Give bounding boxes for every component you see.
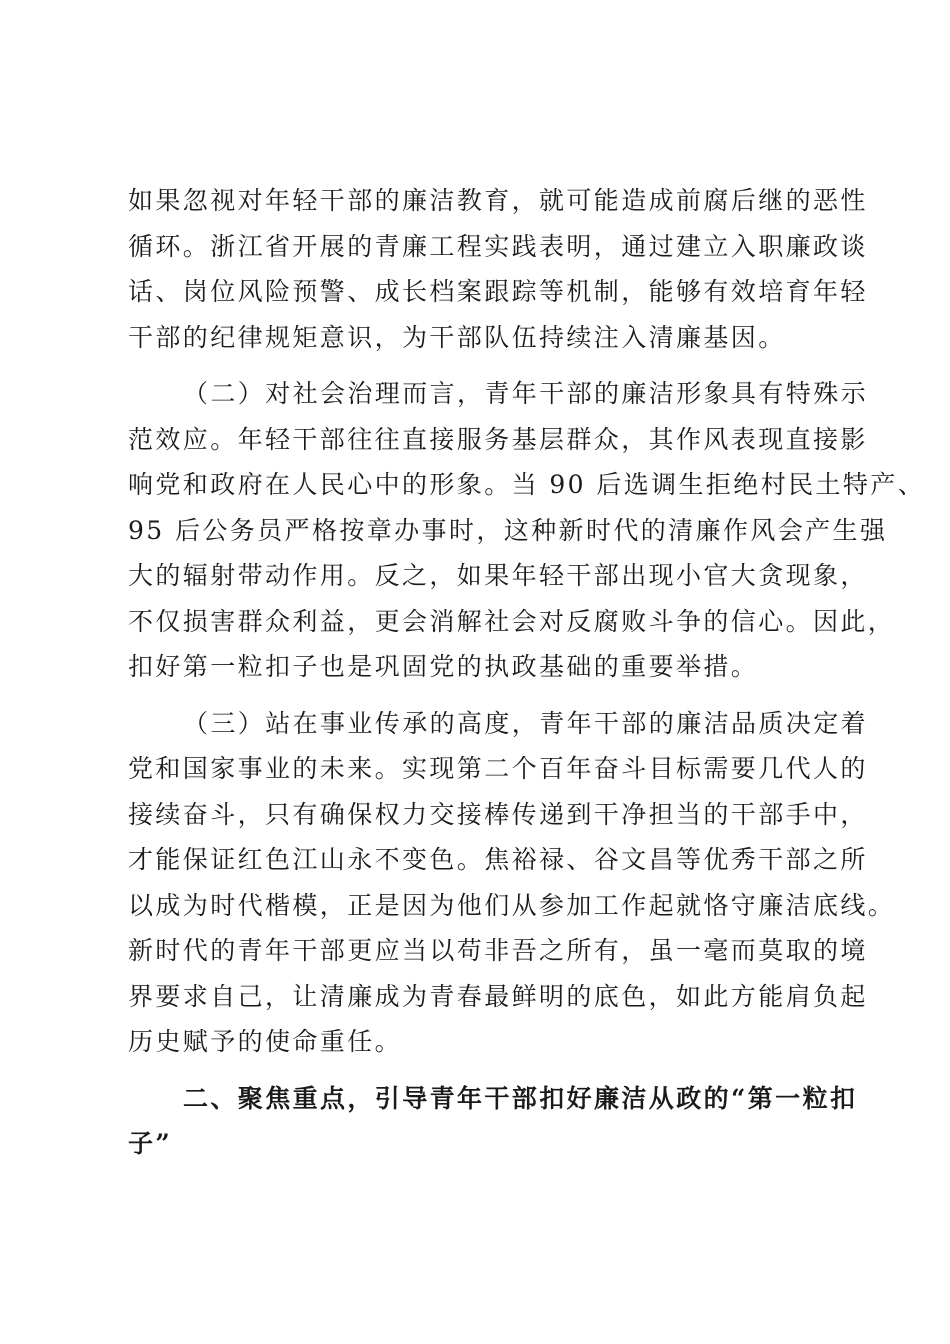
text-line: 党和国家事业的未来。实现第二个百年奋斗目标需要几代人的 [128, 754, 868, 783]
text-line: 大的辐射带动作用。反之，如果年轻干部出现小官大贪现象， [128, 561, 868, 590]
heading-line: 子” [128, 1129, 173, 1158]
text-line: 干部的纪律规矩意识，为干部队伍持续注入清廉基因。 [128, 322, 786, 352]
document-body [128, 178, 926, 1167]
text-line: 95 后公务员严格按章办事时，这种新时代的清廉作风会产生强 [128, 515, 888, 545]
paragraph-spacer [128, 1065, 838, 1076]
text-line: 接续奋斗，只有确保权力交接棒传递到干净担当的干部手中， [128, 799, 868, 829]
text-line: （二）对社会治理而言，青年干部的廉洁形象具有特殊示 [183, 379, 869, 408]
text-line: 以成为时代楷模，正是因为他们从参加工作起就恪守廉洁底线。 [128, 890, 896, 920]
text-line: 新时代的青年干部更应当以苟非吾之所有，虽一毫而莫取的境 [128, 936, 868, 965]
text-line: 历史赋予的使命重任。 [128, 1027, 403, 1056]
text-line: 扣好第一粒扣子也是巩固党的执政基础的重要举措。 [128, 652, 759, 681]
paragraph-spacer [128, 360, 838, 371]
heading-line: 二、聚焦重点，引导青年干部扣好廉洁从政的“第一粒扣 [183, 1083, 858, 1113]
paragraph-spacer [128, 690, 838, 701]
text-line: （三）站在事业传承的高度，青年干部的廉洁品质决定着 [183, 708, 869, 738]
text-line: 界要求自己，让清廉成为青春最鲜明的底色，如此方能肩负起 [128, 981, 868, 1011]
text-line: 不仅损害群众利益，更会消解社会对反腐败斗争的信心。因此， [128, 606, 896, 636]
paragraph-intro [128, 178, 868, 360]
paragraph-two [128, 371, 926, 690]
text-line: 话、岗位风险预警、成长档案跟踪等机制，能够有效培育年轻 [128, 277, 868, 306]
text-line: 范效应。年轻干部往往直接服务基层群众，其作风表现直接影 [128, 424, 868, 454]
text-line: 才能保证红色江山永不变色。焦裕禄、谷文昌等优秀干部之所 [128, 845, 868, 874]
text-line: 如果忽视对年轻干部的廉洁教育，就可能造成前腐后继的恶性 [128, 186, 868, 215]
text-line: 循环。浙江省开展的青廉工程实践表明，通过建立入职廉政谈 [128, 231, 868, 261]
paragraph-three [128, 701, 896, 1065]
text-line: 响党和政府在人民心中的形象。当 90 后选调生拒绝村民土特产、 [128, 470, 926, 499]
section-heading [128, 1076, 858, 1167]
